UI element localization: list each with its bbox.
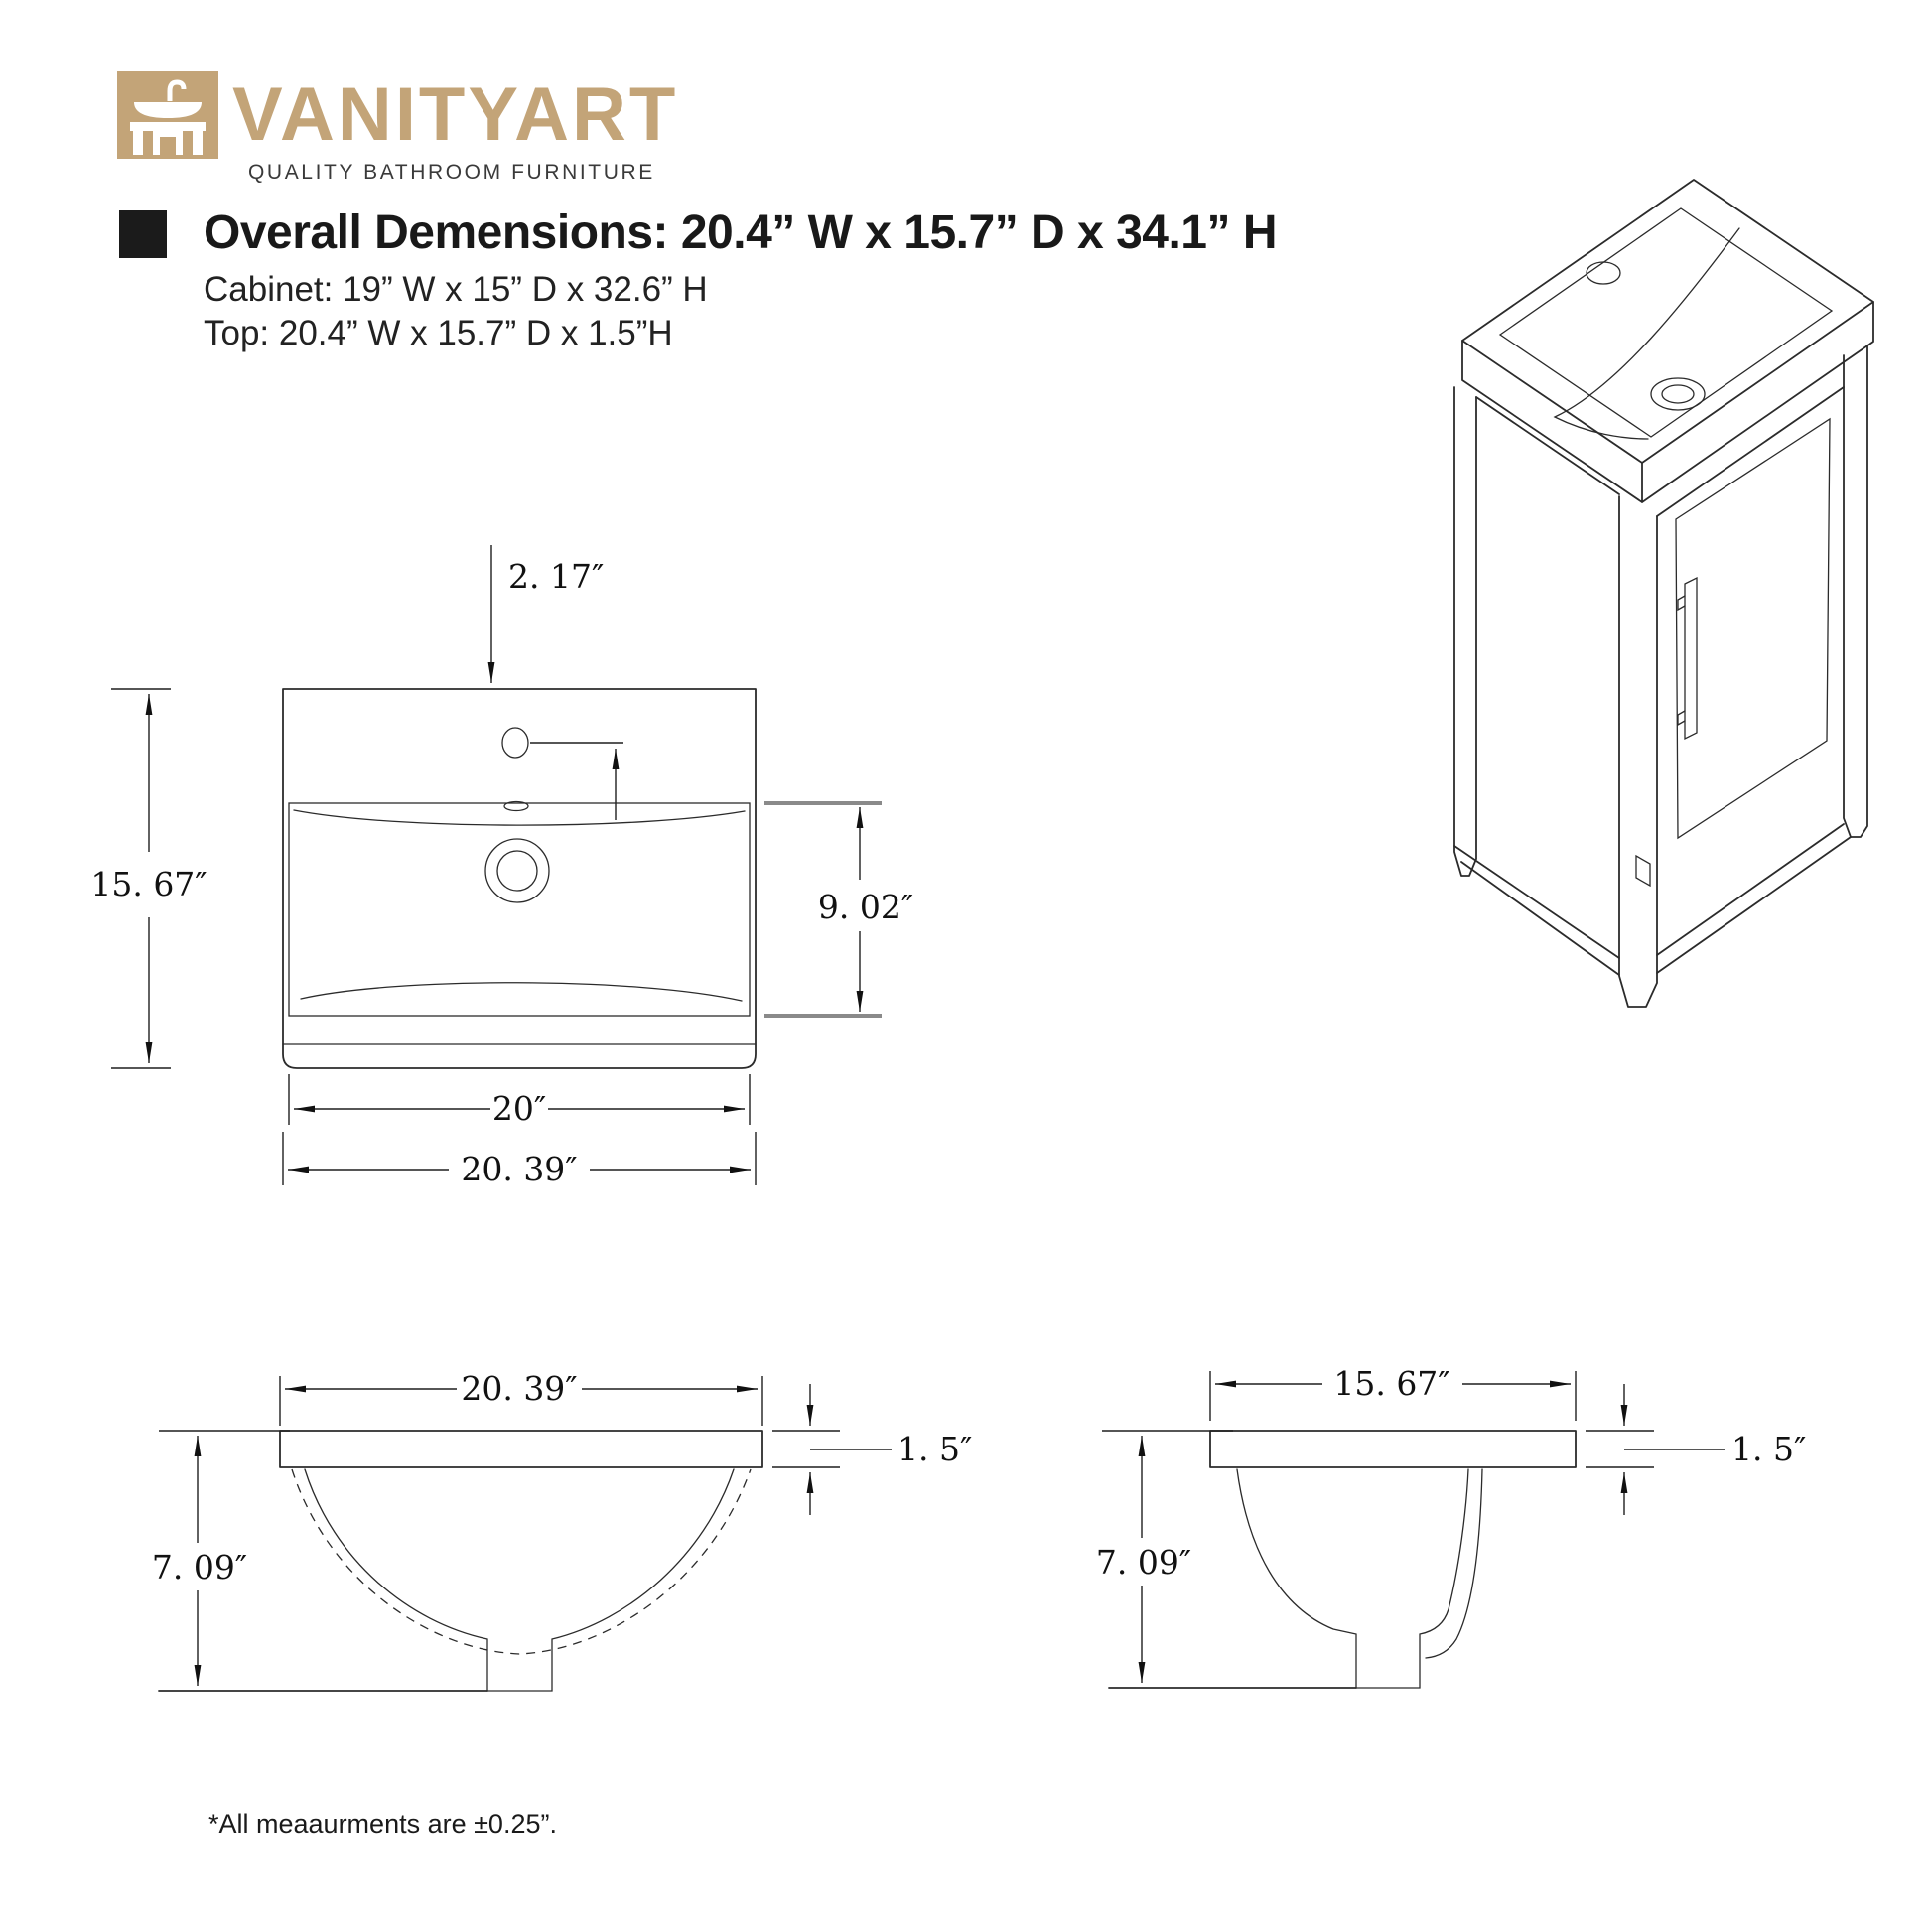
sink-top-view <box>90 545 913 1188</box>
brand-tagline: QUALITY BATHROOM FURNITURE <box>248 161 655 184</box>
dim-front-height: 7. 09″ <box>151 1548 248 1587</box>
sink-side-section <box>1096 1364 1806 1688</box>
dim-basin-depth: 9. 02″ <box>817 888 914 926</box>
cabinet-dimensions-text: Cabinet: 19” W x 15” D x 32.6” H <box>204 270 708 309</box>
vanity-isometric-view <box>1454 180 1873 1007</box>
overall-dimensions-text: Overall Demensions: 20.4” W x 15.7” D x 34.1” H <box>204 207 1277 259</box>
dim-side-top-thickness: 1. 5″ <box>1731 1430 1807 1468</box>
top-dimensions-text: Top: 20.4” W x 15.7” D x 1.5”H <box>204 314 673 352</box>
brand-name: VANITYART <box>232 72 679 157</box>
dim-inner-width: 20″ <box>491 1089 547 1128</box>
dim-front-top-thickness: 1. 5″ <box>897 1430 973 1468</box>
dim-faucet-offset: 2. 17″ <box>508 557 605 596</box>
dim-side-width: 15. 67″ <box>1333 1364 1450 1403</box>
tolerance-footnote: *All meaaurments are ±0.25”. <box>208 1809 557 1839</box>
sink-front-section <box>152 1369 972 1691</box>
dim-top-view-depth: 15. 67″ <box>90 865 207 903</box>
dim-side-height: 7. 09″ <box>1095 1543 1192 1582</box>
dim-front-width: 20. 39″ <box>461 1369 578 1408</box>
dim-outer-width: 20. 39″ <box>461 1150 578 1188</box>
